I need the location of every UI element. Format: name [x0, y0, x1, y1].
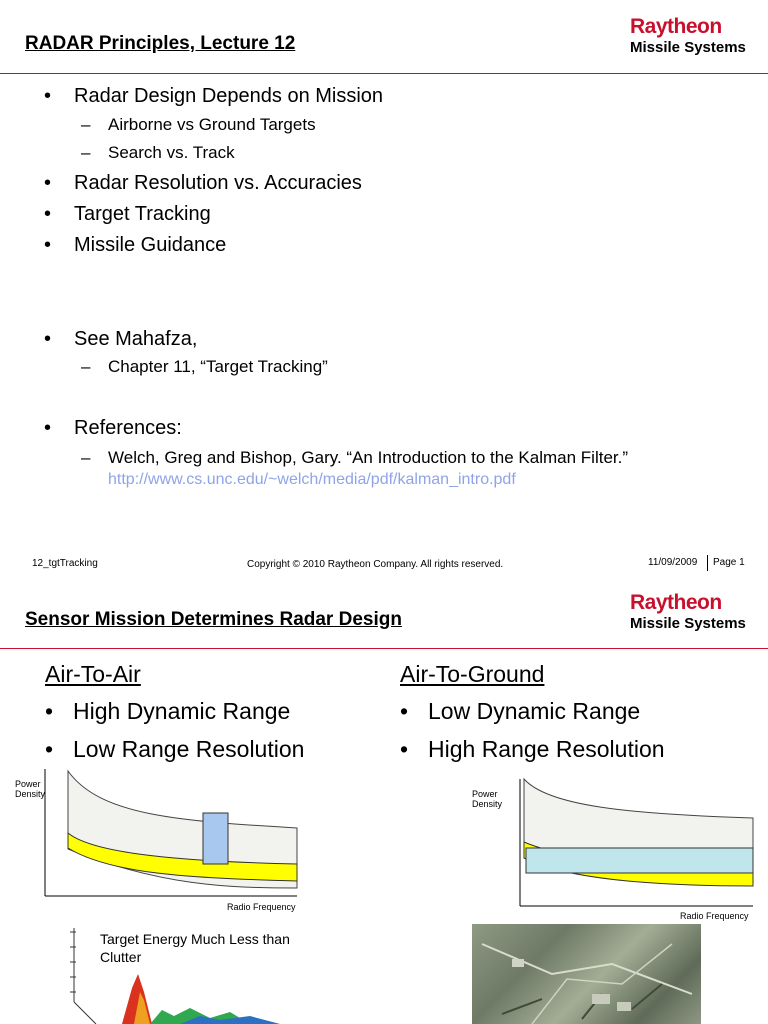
- bullet-item: • Radar Resolution vs. Accuracies: [44, 172, 362, 194]
- radio-frequency-label: Radio Frequency: [227, 902, 296, 912]
- target-energy-box: [203, 813, 228, 864]
- bullet-item: • Missile Guidance: [44, 234, 227, 256]
- sar-road-path: [502, 984, 662, 1019]
- bullet-item: • References:: [44, 417, 182, 439]
- bullet-icon: •: [400, 698, 409, 724]
- dash-icon: –: [81, 143, 91, 162]
- footer-page: Page 1: [713, 557, 745, 568]
- logo-brand: Raytheon: [630, 591, 722, 614]
- header-divider: [0, 73, 768, 74]
- dash-icon: –: [81, 357, 91, 376]
- bullet-item: • Radar Design Depends on Mission: [44, 85, 384, 107]
- sar-image-detail: [472, 924, 701, 1024]
- air-to-air-heading: Air-To-Air: [45, 661, 141, 687]
- plot-caption: Target Energy Much Less than Clutter: [100, 931, 290, 966]
- sar-structure: [592, 994, 610, 1004]
- bullet-icon: •: [44, 85, 52, 107]
- bullet-item: • Target Tracking: [44, 203, 211, 225]
- slide-title: RADAR Principles, Lecture 12: [25, 33, 296, 54]
- kalman-reference-link[interactable]: http://www.cs.unc.edu/~welch/media/pdf/kalman_intro.pdf: [108, 471, 516, 488]
- bullet-icon: •: [400, 736, 409, 762]
- sar-road-path: [532, 944, 672, 1024]
- logo-subtitle: Missile Systems: [630, 39, 746, 56]
- bullet-item: • See Mahafza,: [44, 328, 198, 350]
- air-to-ground-heading: Air-To-Ground: [400, 661, 545, 687]
- air-to-ground-spectrum-diagram: [508, 776, 758, 910]
- power-density-label: Power Density: [15, 779, 46, 800]
- bullet-item: • High Range Resolution: [400, 736, 665, 762]
- sar-structure: [512, 959, 524, 967]
- power-density-label: Power Density: [472, 789, 503, 810]
- dash-icon: –: [81, 115, 91, 134]
- footer-date: 11/09/2009: [648, 557, 698, 568]
- bullet-icon: •: [44, 234, 52, 256]
- logo-subtitle: Missile Systems: [630, 615, 746, 632]
- target-energy-box: [526, 848, 753, 873]
- bullet-item: • High Dynamic Range: [45, 698, 291, 724]
- sar-structure: [617, 1002, 631, 1011]
- bullet-icon: •: [44, 172, 52, 194]
- bullet-icon: •: [45, 736, 54, 762]
- plot-tick: [70, 932, 76, 992]
- bullet-icon: •: [45, 698, 54, 724]
- dash-icon: –: [81, 448, 91, 467]
- slide-title: Sensor Mission Determines Radar Design: [25, 609, 402, 630]
- plot-axis: [74, 1002, 96, 1024]
- sub-bullet-item: – Airborne vs Ground Targets: [81, 115, 316, 134]
- sar-ground-image: [472, 924, 701, 1024]
- header-divider: [0, 648, 768, 649]
- bullet-icon: •: [44, 328, 52, 350]
- raytheon-logo: [630, 592, 746, 631]
- bullet-item: • Low Range Resolution: [45, 736, 305, 762]
- logo-brand: Raytheon: [630, 15, 722, 38]
- sub-bullet-item: – Welch, Greg and Bishop, Gary. “An Introduction to the Kalman Filter.”: [81, 448, 629, 467]
- air-to-air-spectrum-diagram: [40, 766, 302, 900]
- sub-bullet-item: – Search vs. Track: [81, 143, 235, 162]
- footer-separator: [707, 555, 708, 571]
- bullet-icon: •: [44, 417, 52, 439]
- bullet-item: • Low Dynamic Range: [400, 698, 641, 724]
- footer-copyright: Copyright © 2010 Raytheon Company. All rights reserved.: [247, 559, 504, 570]
- sub-bullet-item: – Chapter 11, “Target Tracking”: [81, 357, 328, 376]
- radio-frequency-label: Radio Frequency: [680, 911, 749, 921]
- footer-filename: 12_tgtTracking: [32, 558, 98, 569]
- raytheon-logo: [630, 16, 746, 55]
- bullet-icon: •: [44, 203, 52, 225]
